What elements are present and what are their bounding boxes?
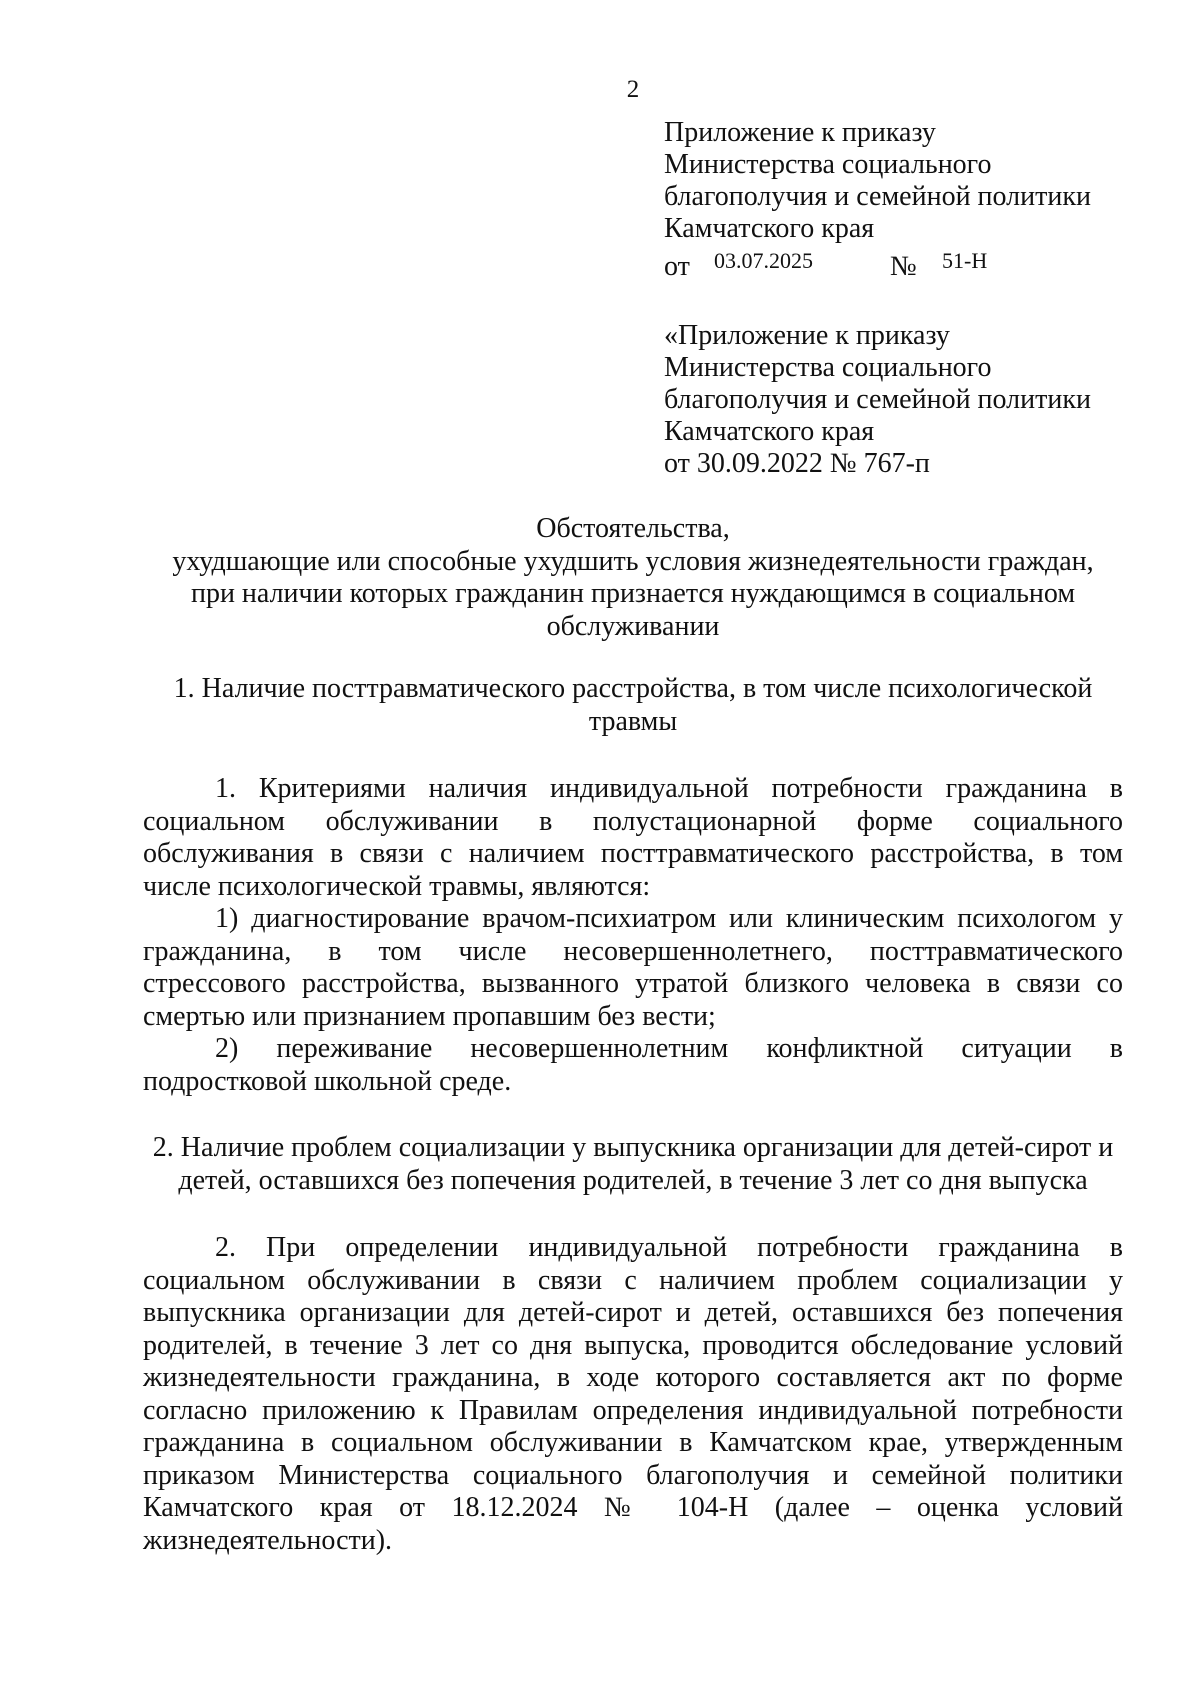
- title-line: при наличии которых гражданин признается нуждающимся в социальном: [190, 578, 1076, 609]
- title-line: ухудшающие или способные ухудшить условия жизнедеятельности граждан,: [172, 545, 1094, 577]
- attachment-line: Министерства социального: [664, 149, 992, 180]
- attachment-line: благополучия и семейной политики: [664, 181, 1091, 212]
- section-heading-line: детей, оставшихся без попечения родителей, в течение 3 лет со дня выпуска: [178, 1164, 1088, 1196]
- paragraph-line: 1. Критериями наличия индивидуальной потребности гражданина в: [215, 773, 1123, 804]
- section-heading-line: 1. Наличие посттравматического расстройства, в том числе психологической: [173, 673, 1093, 704]
- order-from-label: от: [664, 251, 690, 282]
- page-number: 2: [626, 76, 640, 103]
- paragraph-line: социальном обслуживании в полустационарной форме социального: [143, 805, 1123, 837]
- original-attachment-line: «Приложение к приказу: [664, 320, 950, 351]
- order-number: 51-Н: [942, 248, 988, 273]
- order-date: 03.07.2025: [714, 248, 813, 273]
- title-line: обслуживании: [546, 610, 720, 642]
- title-line: Обстоятельства,: [536, 513, 730, 544]
- section-2-heading: [143, 1132, 1123, 1197]
- original-attachment-line: от 30.09.2022 № 767-п: [664, 448, 930, 479]
- section-1-heading: [143, 673, 1123, 738]
- section-heading-line: 2. Наличие проблем социализации у выпускника организации для детей-сирот и: [152, 1132, 1114, 1163]
- section-heading-line: травмы: [588, 705, 678, 737]
- section-1-body: [143, 773, 1123, 1098]
- list-item-line: подростковой школьной среде.: [143, 1065, 512, 1097]
- paragraph-line: числе психологической травмы, являются:: [143, 870, 651, 902]
- paragraph-line: Камчатского края от 18.12.2024 № 104-Н (далее – оценка условий: [143, 1492, 1123, 1523]
- paragraph-line: жизнедеятельности гражданина, в ходе которого составляется акт по форме: [143, 1362, 1123, 1393]
- attachment-header: [664, 117, 1144, 281]
- order-details: [664, 245, 1144, 281]
- original-attachment-line: Камчатского края: [664, 416, 875, 447]
- paragraph-line: родителей, в течение 3 лет со дня выпуска, проводится обследование условий: [143, 1329, 1123, 1361]
- section-2-body: [143, 1232, 1123, 1557]
- paragraph-line: выпускника организации для детей-сирот и детей, оставшихся без попечения: [143, 1297, 1123, 1328]
- list-item-line: 2) переживание несовершеннолетним конфликтной ситуации в: [215, 1033, 1123, 1064]
- original-attachment-header: [664, 320, 1144, 480]
- paragraph-line: приказом Министерства социального благополучия и семейной политики: [143, 1459, 1123, 1491]
- attachment-line: Камчатского края: [664, 213, 875, 244]
- original-attachment-line: Министерства социального: [664, 352, 992, 383]
- paragraph-line: социальном обслуживании в связи с наличием проблем социализации у: [143, 1264, 1123, 1296]
- paragraph-line: согласно приложению к Правилам определения индивидуальной потребности: [143, 1394, 1123, 1426]
- document-title: [143, 513, 1123, 643]
- paragraph-line: обслуживания в связи с наличием посттравматического расстройства, в том: [143, 838, 1123, 869]
- attachment-line: Приложение к приказу: [664, 117, 936, 148]
- list-item-line: стрессового расстройства, вызванного утратой близкого человека в связи со: [143, 968, 1123, 999]
- list-item-line: гражданина, в том числе несовершеннолетнего, посттравматического: [143, 935, 1123, 967]
- paragraph-line: 2. При определении индивидуальной потребности гражданина в: [215, 1232, 1123, 1263]
- original-attachment-line: благополучия и семейной политики: [664, 384, 1091, 415]
- paragraph-line: гражданина в социальном обслуживании в Камчатском крае, утвержденным: [143, 1427, 1123, 1458]
- list-item-line: 1) диагностирование врачом-психиатром или клиническим психологом у: [215, 903, 1123, 934]
- list-item-line: смертью или признанием пропавшим без вести;: [143, 1000, 716, 1032]
- order-number-label: №: [890, 251, 917, 282]
- paragraph-line: жизнедеятельности).: [143, 1524, 393, 1556]
